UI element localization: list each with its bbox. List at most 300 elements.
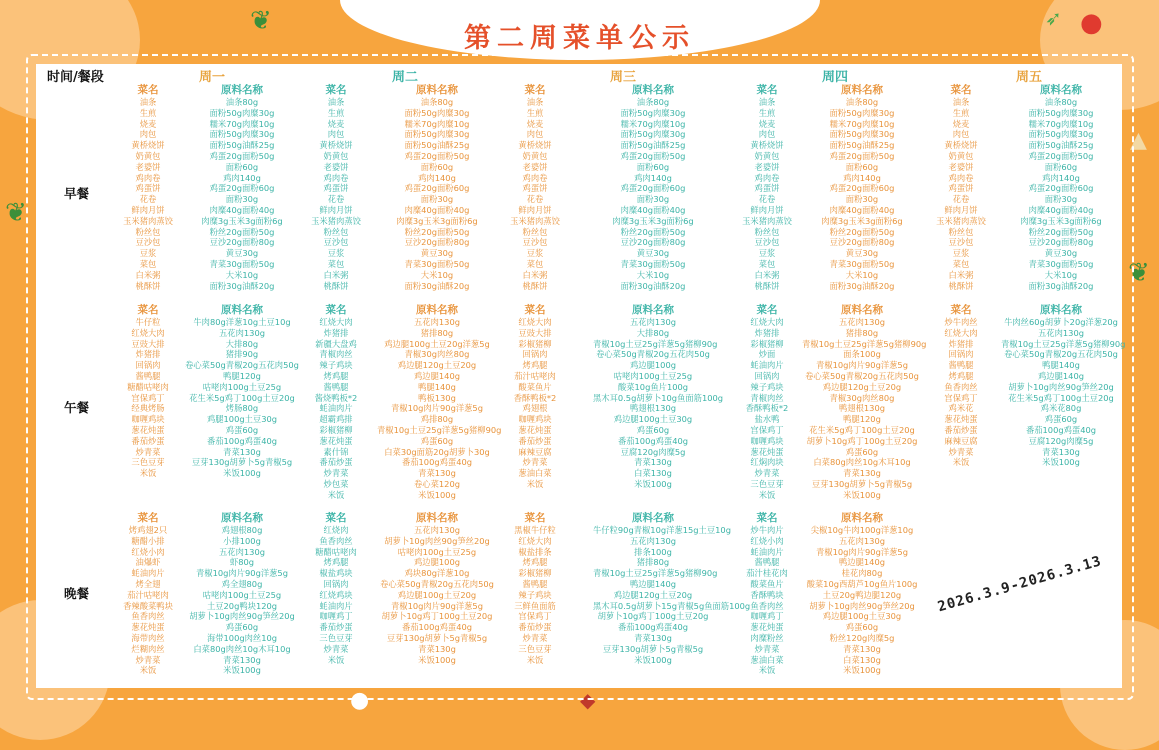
ingredient-header: 原料名称 (841, 304, 883, 316)
ingredient-text: 肉糜40g面粉40g (620, 204, 686, 215)
leaf-icon: ❦ (5, 198, 27, 228)
dish-name: 鲜肉月饼 (518, 204, 552, 215)
dish-header: 菜名 (325, 84, 347, 96)
ingredient-text: 白菜80g肉丝10g木耳10g (193, 643, 291, 654)
dish-name: 宫保鸡丁 (750, 424, 784, 435)
dish-name: 粉丝包 (135, 226, 161, 237)
ingredient-text: 酸菜10g西葫芦10g鱼片100g (806, 578, 918, 589)
ingredient-text: 土豆20g鸭块120g (206, 600, 278, 611)
ingredient-text: 面粉30g (845, 194, 879, 205)
day-header-mon: 周一 (199, 70, 226, 85)
meal-label-breakfast: 早餐 (64, 186, 90, 201)
dish-name: 回锅肉 (948, 349, 974, 360)
ingredient-text: 青椒30g肉丝80g (829, 392, 895, 403)
ingredient-text: 面条100g (843, 349, 881, 360)
ingredient-text: 黑木耳0.5g胡萝卜10g鱼面筋100g (593, 392, 724, 403)
ingredient-text: 鸡肉140g (843, 172, 881, 183)
dish-name: 三色豆芽 (750, 478, 784, 489)
ingredient-text: 花生米5g鸡丁100g土豆20g (1008, 392, 1114, 403)
ingredient-text: 烤肠80g (225, 403, 259, 414)
ingredient-text: 鸡边腿120g土豆20g (613, 589, 693, 600)
ingredient-text: 卷心菜50g青椒20g五花肉50g (805, 370, 919, 381)
ingredient-text: 白菜80g肉丝10g木耳10g (813, 457, 911, 468)
dish-name: 红烧大肉 (518, 535, 552, 546)
dish-name: 白米粥 (522, 269, 548, 280)
ingredient-header: 原料名称 (841, 84, 883, 96)
ingredient-text: 肉糜40g面粉40g (1028, 204, 1094, 215)
cake-icon: ▲ (1130, 128, 1147, 153)
ingredient-text: 花生米5g鸡丁100g土豆20g (189, 392, 295, 403)
ingredient-text: 油条80g (845, 97, 879, 107)
dish-name: 酸菜鱼片 (518, 381, 552, 392)
ingredient-text: 糯米70g肉糜10g (829, 118, 895, 129)
dish-name: 桃酥饼 (948, 280, 974, 291)
dish-name: 糖醋咕咾肉 (315, 546, 357, 557)
leaf-icon: ❦ (1128, 258, 1150, 288)
ingredient-text: 面粉50g肉糜30g (209, 107, 275, 118)
ingredient-text: 肉糜40g面粉40g (829, 204, 895, 215)
dish-name: 辣子鸡块 (750, 381, 784, 392)
ingredient-text: 青椒10g土豆25g洋葱5g猪柳90g (377, 424, 502, 435)
dish-name: 番茄炒蛋 (518, 622, 552, 633)
ingredient-text: 牛仔粒90g青椒10g洋葱15g土豆10g (593, 525, 731, 535)
dish-name: 桃酥饼 (135, 280, 161, 291)
dish-name: 米饭 (139, 468, 157, 479)
ingredient-text: 面粉50g油酥25g (1028, 140, 1094, 151)
ingredient-text: 猪排80g (845, 327, 879, 338)
dish-name: 豆沙包 (135, 237, 161, 248)
ingredient-text: 咕咾肉100g土豆25g (202, 589, 282, 600)
dish-name: 番茄炒蛋 (944, 424, 978, 435)
ingredient-header: 原料名称 (221, 512, 263, 524)
ingredient-text: 鸡蛋20g面粉50g (404, 150, 470, 161)
ingredient-text: 青椒10g土豆25g洋葱5g猪柳90g (593, 568, 718, 579)
ingredient-text: 黑木耳0.5g胡萝卜15g青椒5g鱼面筋100g (593, 600, 751, 611)
dish-name: 米饭 (139, 665, 157, 676)
ingredient-text: 鸡肉140g (634, 172, 672, 183)
dish-name: 青椒肉丝 (319, 349, 353, 360)
ingredient-text: 桂花肉80g (841, 568, 883, 579)
ingredient-text: 米饭100g (418, 489, 456, 500)
dish-name: 咖喱鸡丁 (750, 611, 784, 622)
ingredient-header: 原料名称 (1040, 304, 1082, 316)
ingredient-text: 青椒10g土豆25g洋葱5g猪柳90g (593, 338, 718, 349)
dish-name: 红烧大肉 (750, 317, 784, 327)
ingredient-text: 青菜130g (418, 643, 456, 654)
ingredient-text: 豆沙20g面粉80g (620, 237, 686, 248)
ingredient-header: 原料名称 (221, 84, 263, 96)
lunch-wed-ingredient-column (593, 304, 724, 490)
ingredient-text: 青椒10g肉片90g洋葱5g (816, 360, 908, 371)
dish-name: 菜包 (139, 258, 157, 269)
dish-name: 蚝油肉片 (131, 568, 165, 579)
dish-name: 宫保鸡丁 (944, 392, 978, 403)
ingredient-text: 卷心菜120g (414, 478, 460, 489)
meal-label-lunch: 午餐 (64, 400, 90, 415)
ingredient-text: 面粉30g油酥20g (209, 280, 275, 291)
ingredient-header: 原料名称 (416, 512, 458, 524)
dish-name: 红烧鸡块 (319, 589, 353, 600)
dish-name: 油爆虾 (135, 557, 161, 568)
dish-name: 桃酥饼 (754, 280, 780, 291)
dish-name: 炒牛肉片 (750, 525, 784, 535)
ingredient-text: 鸡边腿100g (630, 360, 676, 371)
ingredient-text: 黄豆30g (845, 248, 879, 259)
dish-name: 鸡米花 (948, 403, 974, 414)
dish-name: 红烧大肉 (319, 317, 353, 327)
dish-name: 宫保鸡丁 (131, 392, 165, 403)
dish-name: 彩椒猪柳 (319, 424, 353, 435)
ingredient-text: 豆沙20g面粉80g (404, 237, 470, 248)
dinner-wed-dish-column (475, 512, 595, 665)
ingredient-text: 鸭翅根130g (630, 403, 676, 414)
dish-name: 粉丝包 (323, 226, 349, 237)
dish-name: 豆浆 (758, 248, 776, 259)
dish-name: 黑椒牛仔粒 (514, 525, 556, 535)
page-title: 第二周菜单公示 (464, 23, 695, 54)
dish-name: 炒面 (758, 349, 776, 360)
dish-name: 咖喱鸡块 (518, 414, 552, 425)
ingredient-text: 猪排90g (225, 349, 259, 360)
dish-name: 豆浆 (526, 248, 544, 259)
dish-name: 红烧大肉 (131, 327, 165, 338)
dish-name: 酱烧鸭板*2 (314, 392, 358, 403)
ingredient-text: 卷心菜50g青椒20g五花肉50g (185, 360, 299, 371)
ingredient-text: 面粉50g肉糜30g (404, 129, 470, 140)
ingredient-text: 五花肉130g (630, 317, 676, 327)
ingredient-text: 咕咾肉100g土豆25g (397, 546, 477, 557)
dish-name: 白米粥 (754, 269, 780, 280)
dish-name: 番茄炒蛋 (131, 435, 165, 446)
dish-name: 鲜肉月饼 (131, 204, 165, 215)
ingredient-text: 五花肉130g (839, 535, 885, 546)
ingredient-text: 青菜30g面粉50g (1028, 258, 1094, 269)
ingredient-text: 卷心菜50g青椒20g五花肉50g (1004, 349, 1118, 360)
dish-name: 生煎 (327, 107, 345, 118)
ingredient-text: 油条80g (1044, 97, 1078, 107)
dish-name: 烤鸡腿 (522, 557, 548, 568)
ingredient-text: 鸭边腿140g (839, 557, 885, 568)
ingredient-text: 鸡块80g洋葱10g (404, 568, 470, 579)
ingredient-text: 白菜30g面筋20g胡萝卜30g (384, 446, 490, 457)
dish-name: 黄桥烧饼 (750, 140, 784, 151)
ingredient-text: 鸡蛋20g面粉60g (620, 183, 686, 194)
dish-name: 豆豉大排 (131, 338, 165, 349)
ingredient-text: 番茄100g鸡蛋40g (1025, 424, 1097, 435)
dish-name: 葱花炖蛋 (131, 622, 165, 633)
dish-header: 菜名 (137, 304, 159, 316)
ingredient-text: 鸡边腿100g土豆30g (613, 414, 693, 425)
ingredient-text: 面粉50g油酥25g (620, 140, 686, 151)
ingredient-text: 五花肉130g (219, 546, 265, 557)
dish-name: 米饭 (758, 665, 776, 676)
dish-name: 炸猪排 (135, 349, 161, 360)
dish-name: 椒盐排条 (518, 546, 552, 557)
dish-name: 鱼香肉丝 (131, 611, 165, 622)
dish-name: 麻辣豆腐 (518, 446, 552, 457)
dish-name: 炸猪排 (323, 327, 349, 338)
ingredient-text: 粉丝20g面粉50g (620, 226, 686, 237)
day-header-fri: 周五 (1016, 70, 1043, 85)
ingredient-text: 牛肉丝60g胡萝卜20g洋葱20g (1004, 317, 1118, 327)
ingredient-text: 鸡排80g (420, 414, 454, 425)
dish-name: 红烧大肉 (518, 317, 552, 327)
ingredient-text: 青菜30g面粉50g (404, 258, 470, 269)
dish-name: 桃酥饼 (522, 280, 548, 291)
dish-name: 豆沙包 (948, 237, 974, 248)
dish-name: 米饭 (327, 654, 345, 665)
dish-name: 炸猪排 (948, 338, 974, 349)
dish-name: 豆豉大排 (518, 327, 552, 338)
ingredient-text: 鸡边腿100g土豆20g (397, 589, 477, 600)
ingredient-header: 原料名称 (416, 304, 458, 316)
ingredient-text: 大排80g (225, 338, 259, 349)
dish-name: 米饭 (952, 457, 970, 468)
ingredient-text: 面粉50g肉糜30g (829, 129, 895, 140)
ingredient-text: 米饭100g (843, 665, 881, 676)
dish-name: 红烧肉 (323, 525, 349, 535)
breakfast-wed-ingredient-column (593, 84, 713, 291)
dish-name: 酸菜鱼片 (750, 578, 784, 589)
dish-name: 鸡肉卷 (135, 172, 161, 183)
day-header-thu: 周四 (822, 70, 849, 85)
ingredient-text: 青菜30g面粉50g (620, 258, 686, 269)
ingredient-text: 鸡边腿140g (414, 370, 460, 381)
ingredient-header: 原料名称 (632, 84, 674, 96)
dish-name: 花卷 (952, 194, 970, 205)
dish-name: 黄桥烧饼 (944, 140, 978, 151)
egg-icon: ● (350, 688, 370, 713)
dish-name: 炸猪排 (754, 327, 780, 338)
ingredient-text: 鸡米花80g (1040, 403, 1082, 414)
dish-header: 菜名 (524, 304, 546, 316)
dish-header: 菜名 (325, 512, 347, 524)
dish-name: 鸡蛋饼 (948, 183, 974, 194)
dish-name: 蚝油肉片 (750, 360, 784, 371)
dinner-thu-ingredient-column (802, 512, 922, 676)
dish-name: 酱鸭腿 (754, 557, 780, 568)
ingredient-text: 青菜130g (223, 654, 261, 665)
dish-name: 鱼香肉丝 (319, 535, 353, 546)
ingredient-text: 油条80g (420, 97, 454, 107)
dish-name: 黄桥烧饼 (518, 140, 552, 151)
dish-name: 奶黄包 (522, 150, 548, 161)
ingredient-text: 鸡蛋60g (845, 446, 879, 457)
dish-name: 粉丝包 (522, 226, 548, 237)
ingredient-text: 青菜130g (634, 457, 672, 468)
ingredient-text: 鸡翅根80g (221, 525, 263, 535)
dish-name: 奶黄包 (754, 150, 780, 161)
ingredient-text: 青菜130g (223, 446, 261, 457)
ingredient-text: 米饭100g (1042, 457, 1080, 468)
dish-name: 经典烤肠 (131, 403, 165, 414)
dish-header: 菜名 (756, 512, 778, 524)
ingredient-text: 糯米70g肉糜10g (404, 118, 470, 129)
ingredient-text: 猪排80g (636, 557, 670, 568)
ingredient-text: 鸭边腿140g (630, 578, 676, 589)
dish-name: 香酥鸭板*2 (513, 392, 557, 403)
dish-name: 番茄炒蛋 (518, 435, 552, 446)
dish-name: 葱花炖蛋 (131, 424, 165, 435)
ingredient-text: 豆芽130g胡萝卜5g青椒5g (811, 478, 913, 489)
ingredient-text: 肉糜3g玉米3g面粉6g (821, 215, 903, 226)
dish-name: 茄汁咕咾肉 (127, 589, 169, 600)
lunch-fri-ingredient-column (1001, 304, 1126, 468)
dish-name: 豆浆 (327, 248, 345, 259)
dish-name: 盐水鸭 (754, 414, 780, 425)
ingredient-text: 肉糜3g玉米3g面粉6g (1020, 215, 1102, 226)
dish-name: 酱鸭腿 (948, 360, 974, 371)
tomato-icon: ● (1080, 8, 1103, 38)
dish-name: 酱鸭腿 (522, 578, 548, 589)
dish-name: 生煎 (758, 107, 776, 118)
dish-name: 玉米猪肉蒸饺 (123, 215, 173, 226)
dish-name: 油条 (758, 97, 776, 107)
ingredient-text: 青菜130g (843, 468, 881, 479)
ingredient-text: 面粉30g (420, 194, 454, 205)
ingredient-text: 豆腐120g肉糜5g (1028, 435, 1094, 446)
pepper-icon: ➶ (1045, 6, 1062, 30)
dish-name: 老婆饼 (135, 161, 161, 172)
ingredient-text: 小排100g (223, 535, 261, 546)
dish-name: 花卷 (139, 194, 157, 205)
dish-name: 回锅肉 (754, 370, 780, 381)
dish-name: 豆沙包 (754, 237, 780, 248)
ingredient-text: 面粉50g肉糜30g (620, 129, 686, 140)
ingredient-text: 青菜130g (418, 468, 456, 479)
ingredient-text: 海带100g肉丝10g (206, 632, 278, 643)
dish-name: 鸡蛋饼 (754, 183, 780, 194)
dish-name: 彩椒猪柳 (518, 338, 552, 349)
dish-name: 烧麦 (758, 118, 776, 129)
dish-name: 烤鸡腿 (323, 370, 349, 381)
dish-name: 烤鸡腿 (522, 360, 548, 371)
dish-name: 鸡蛋饼 (323, 183, 349, 194)
dish-name: 葱油白菜 (518, 468, 552, 479)
ingredient-text: 青椒30g肉丝80g (404, 349, 470, 360)
dinner-wed-ingredient-column (593, 512, 751, 665)
ingredient-text: 鸡边腿100g (414, 557, 460, 568)
ingredient-text: 卷心菜50g青椒20g五花肉50g (380, 578, 494, 589)
ingredient-text: 五花肉130g (630, 535, 676, 546)
dish-name: 粉丝包 (754, 226, 780, 237)
ingredient-text: 鸡边腿100g土豆20g洋葱5g (384, 338, 490, 349)
ingredient-text: 胡萝卜10g肉丝90g笋丝20g (1008, 381, 1114, 392)
corner-label: 时间/餐段 (47, 70, 104, 85)
dish-name: 鸡蛋饼 (135, 183, 161, 194)
ingredient-text: 米饭100g (843, 489, 881, 500)
ingredient-text: 排条100g (634, 546, 672, 557)
dish-name: 炒青菜 (135, 654, 161, 665)
dish-name: 葱花炖蛋 (750, 622, 784, 633)
breakfast-wed-dish-column (475, 84, 595, 291)
ingredient-text: 豆芽130g胡萝卜5g青椒5g (191, 457, 293, 468)
ingredient-text: 米饭100g (634, 478, 672, 489)
ingredient-text: 米饭100g (634, 654, 672, 665)
dish-name: 糖醋咕咾肉 (127, 381, 169, 392)
ingredient-text: 鸡全翅80g (221, 578, 263, 589)
ingredient-text: 鸡蛋60g (225, 622, 259, 633)
dish-header: 菜名 (950, 84, 972, 96)
ingredient-text: 豆沙20g面粉80g (829, 237, 895, 248)
dish-name: 炒青菜 (948, 446, 974, 457)
ingredient-text: 肉糜3g玉米3g面粉6g (201, 215, 283, 226)
ingredient-text: 面粉60g (636, 161, 670, 172)
dish-name: 老婆饼 (323, 161, 349, 172)
dish-name: 三色豆芽 (131, 457, 165, 468)
dish-name: 白米粥 (135, 269, 161, 280)
ingredient-text: 米饭100g (418, 654, 456, 665)
ingredient-text: 面粉30g油酥20g (1028, 280, 1094, 291)
dish-name: 烧麦 (327, 118, 345, 129)
ingredient-text: 胡萝卜10g鸡丁100g土豆20g (597, 611, 709, 622)
dish-name: 红烧小肉 (750, 535, 784, 546)
dish-name: 葱花炖蛋 (518, 424, 552, 435)
ingredient-text: 青菜130g (634, 632, 672, 643)
dish-name: 生煎 (952, 107, 970, 118)
dish-name: 茄汁咕咾肉 (514, 370, 556, 381)
ingredient-text: 番茄100g鸡蛋40g (617, 435, 689, 446)
ingredient-text: 肉糜40g面粉40g (404, 204, 470, 215)
ingredient-text: 大排80g (636, 327, 670, 338)
ingredient-text: 糯米70g肉糜10g (1028, 118, 1094, 129)
ingredient-text: 青菜130g (1042, 446, 1080, 457)
dish-name: 鲜肉月饼 (750, 204, 784, 215)
dish-name: 鸡肉卷 (948, 172, 974, 183)
dish-name: 回锅肉 (135, 360, 161, 371)
dish-name: 鸡蛋饼 (522, 183, 548, 194)
ingredient-text: 五花肉130g (219, 327, 265, 338)
ingredient-text: 大米10g (636, 269, 670, 280)
ingredient-text: 鸡蛋20g面粉50g (209, 150, 275, 161)
dish-name: 红烧大肉 (944, 327, 978, 338)
ingredient-text: 面粉30g (225, 194, 259, 205)
dish-name: 青椒肉丝 (750, 392, 784, 403)
ingredient-text: 白菜130g (634, 468, 672, 479)
ingredient-text: 粉丝20g面粉50g (404, 226, 470, 237)
dish-name: 烧麦 (139, 118, 157, 129)
ingredient-text: 青椒10g土豆25g洋葱5g猪柳90g (1001, 338, 1126, 349)
ingredient-header: 原料名称 (632, 304, 674, 316)
dish-name: 辣子鸡块 (518, 589, 552, 600)
dish-name: 米饭 (526, 478, 544, 489)
dish-name: 番茄炒蛋 (319, 457, 353, 468)
date-range: 2026.3.9-2026.3.13 (936, 553, 1104, 616)
dish-name: 蚝油肉片 (319, 600, 353, 611)
dish-name: 咖喱鸡丁 (319, 611, 353, 622)
dish-header: 菜名 (756, 304, 778, 316)
ingredient-text: 鸡肉140g (223, 172, 261, 183)
dish-name: 肉糜粉丝 (750, 632, 784, 643)
dish-header: 菜名 (524, 84, 546, 96)
ingredient-text: 五花肉130g (414, 525, 460, 535)
dish-name: 麻辣豆腐 (944, 435, 978, 446)
dish-name: 三鲜鱼面筋 (514, 600, 556, 611)
ingredient-text: 油条80g (225, 97, 259, 107)
ingredient-text: 番茄100g鸡蛋40g (617, 622, 689, 633)
dish-name: 葱花炖蛋 (750, 446, 784, 457)
ingredient-text: 胡萝卜10g肉丝90g笋丝20g (384, 535, 490, 546)
ingredient-text: 肉糜3g玉米3g面粉6g (396, 215, 478, 226)
dish-name: 香辣酸菜鸭块 (123, 600, 173, 611)
ingredient-text: 黄豆30g (420, 248, 454, 259)
ingredient-text: 鸭腿120g (843, 414, 881, 425)
dish-name: 油条 (327, 97, 345, 107)
dish-name: 菜包 (327, 258, 345, 269)
ingredient-text: 大米10g (420, 269, 454, 280)
dish-name: 豆浆 (139, 248, 157, 259)
dish-name: 鲜肉月饼 (319, 204, 353, 215)
